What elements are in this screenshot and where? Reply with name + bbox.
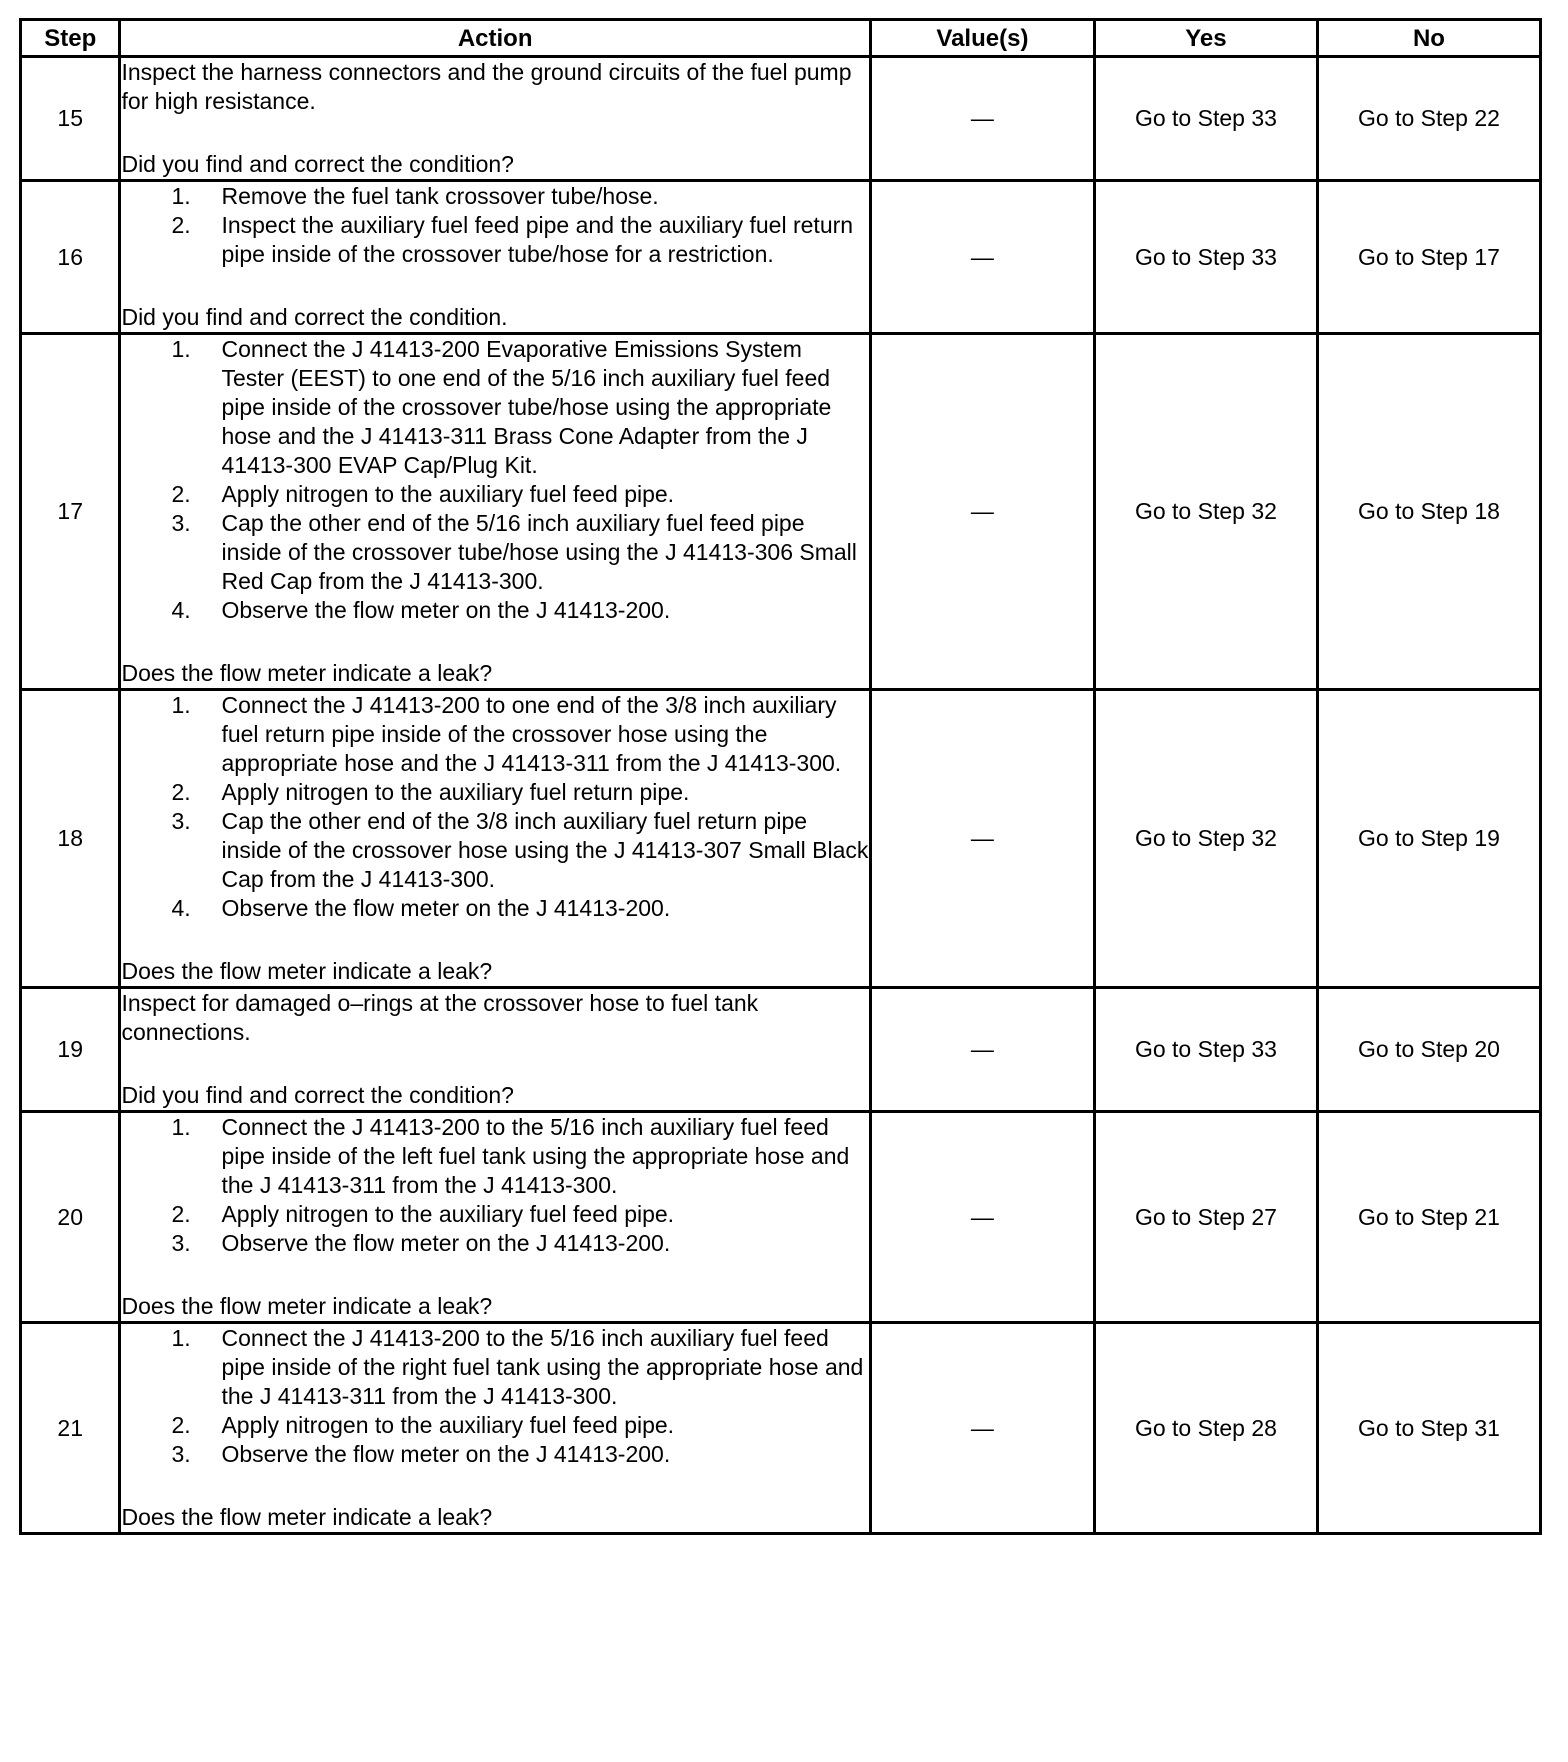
table-row: [21, 988, 1541, 1112]
list-item: [121, 1324, 868, 1411]
list-item: [121, 211, 868, 269]
list-item-text: Connect the J 41413-200 to one end of the 3/8 inch auxiliary fuel return pipe inside of the crossover hose using the appropriate hose and the J 41413-311 from the J 41413-300.: [221, 692, 842, 776]
header-values: Value(s): [870, 20, 1094, 57]
list-item-number: 3.: [171, 510, 191, 536]
table-row: [21, 57, 1541, 181]
value-cell: —: [870, 690, 1094, 988]
list-item: [121, 691, 868, 778]
list-item-text: Remove the fuel tank crossover tube/hose.: [221, 183, 659, 209]
value-cell: —: [870, 1323, 1094, 1534]
value-cell: —: [870, 1112, 1094, 1323]
list-item-number: 2.: [171, 481, 191, 507]
table-row: [21, 1112, 1541, 1323]
list-item-text: Connect the J 41413-200 to the 5/16 inch auxiliary fuel feed pipe inside of the right fuel tank using the appropriate hose and the J 41413-311 from the J 41413-300.: [221, 1325, 864, 1409]
value-cell: —: [870, 181, 1094, 334]
table-row: [21, 1323, 1541, 1534]
list-item: [121, 509, 868, 596]
list-item: [121, 1229, 868, 1258]
list-item-text: Apply nitrogen to the auxiliary fuel feed pipe.: [221, 1201, 675, 1227]
header-action: Action: [120, 20, 870, 57]
list-item-number: 1.: [171, 692, 191, 718]
list-item: [121, 335, 868, 480]
step-number: 19: [21, 988, 120, 1112]
list-item-number: 1.: [171, 1114, 191, 1140]
step-number: 16: [21, 181, 120, 334]
diagnostic-table: [19, 18, 1542, 1535]
action-question: Does the flow meter indicate a leak?: [121, 1293, 493, 1319]
list-item-number: 3.: [171, 1230, 191, 1256]
table-row: [21, 334, 1541, 690]
list-item: [121, 480, 868, 509]
list-item-number: 2.: [171, 1412, 191, 1438]
list-item: [121, 1200, 868, 1229]
list-item-number: 3.: [171, 1441, 191, 1467]
step-number: 15: [21, 57, 120, 181]
value-cell: —: [870, 334, 1094, 690]
list-item-number: 4.: [171, 597, 191, 623]
list-item-number: 4.: [171, 895, 191, 921]
action-cell: [120, 57, 870, 181]
no-result: Go to Step 20: [1317, 988, 1540, 1112]
list-item-text: Observe the flow meter on the J 41413-200.: [221, 1441, 671, 1467]
yes-result: Go to Step 32: [1094, 334, 1317, 690]
list-item-text: Apply nitrogen to the auxiliary fuel feed pipe.: [221, 1412, 675, 1438]
action-steps-list: [121, 1113, 868, 1258]
action-question: Does the flow meter indicate a leak?: [121, 660, 493, 686]
list-item: [121, 894, 868, 923]
header-row: [21, 20, 1541, 57]
action-steps-list: [121, 1324, 868, 1469]
list-item-text: Cap the other end of the 5/16 inch auxiliary fuel feed pipe inside of the crossover tube/hose using the J 41413-306 Small Red Cap from the J 41413-300.: [221, 510, 857, 594]
value-cell: —: [870, 988, 1094, 1112]
yes-result: Go to Step 28: [1094, 1323, 1317, 1534]
no-result: Go to Step 18: [1317, 334, 1540, 690]
action-cell: [120, 690, 870, 988]
action-intro: Inspect the harness connectors and the ground circuits of the fuel pump for high resistance.: [121, 59, 852, 114]
yes-result: Go to Step 33: [1094, 988, 1317, 1112]
action-steps-list: [121, 691, 868, 923]
list-item-number: 3.: [171, 808, 191, 834]
list-item-text: Observe the flow meter on the J 41413-200.: [221, 597, 671, 623]
table-row: [21, 181, 1541, 334]
step-number: 17: [21, 334, 120, 690]
list-item-number: 2.: [171, 779, 191, 805]
no-result: Go to Step 21: [1317, 1112, 1540, 1323]
action-cell: [120, 181, 870, 334]
list-item-number: 1.: [171, 1325, 191, 1351]
header-yes: Yes: [1094, 20, 1317, 57]
no-result: Go to Step 31: [1317, 1323, 1540, 1534]
step-number: 21: [21, 1323, 120, 1534]
list-item-text: Observe the flow meter on the J 41413-200.: [221, 895, 671, 921]
list-item: [121, 807, 868, 894]
list-item: [121, 778, 868, 807]
value-cell: —: [870, 57, 1094, 181]
step-number: 20: [21, 1112, 120, 1323]
action-steps-list: [121, 182, 868, 269]
list-item-text: Connect the J 41413-200 to the 5/16 inch auxiliary fuel feed pipe inside of the left fuel tank using the appropriate hose and the J 41413-311 from the J 41413-300.: [221, 1114, 850, 1198]
step-number: 18: [21, 690, 120, 988]
header-step: Step: [21, 20, 120, 57]
action-cell: [120, 988, 870, 1112]
yes-result: Go to Step 27: [1094, 1112, 1317, 1323]
action-cell: [120, 334, 870, 690]
list-item-number: 1.: [171, 336, 191, 362]
list-item-text: Cap the other end of the 3/8 inch auxiliary fuel return pipe inside of the crossover hose using the J 41413-307 Small Black Cap from the J 41413-300.: [221, 808, 869, 892]
list-item: [121, 1440, 868, 1469]
action-question: Did you find and correct the condition?: [121, 1082, 514, 1108]
list-item-text: Observe the flow meter on the J 41413-200.: [221, 1230, 671, 1256]
action-question: Did you find and correct the condition.: [121, 304, 508, 330]
list-item: [121, 1411, 868, 1440]
action-question: Does the flow meter indicate a leak?: [121, 958, 493, 984]
list-item: [121, 596, 868, 625]
action-steps-list: [121, 335, 868, 625]
yes-result: Go to Step 32: [1094, 690, 1317, 988]
header-no: No: [1317, 20, 1540, 57]
list-item-number: 2.: [171, 212, 191, 238]
yes-result: Go to Step 33: [1094, 181, 1317, 334]
action-cell: [120, 1323, 870, 1534]
list-item: [121, 182, 868, 211]
list-item-number: 2.: [171, 1201, 191, 1227]
no-result: Go to Step 17: [1317, 181, 1540, 334]
yes-result: Go to Step 33: [1094, 57, 1317, 181]
list-item-text: Apply nitrogen to the auxiliary fuel feed pipe.: [221, 481, 675, 507]
table-row: [21, 690, 1541, 988]
no-result: Go to Step 19: [1317, 690, 1540, 988]
action-question: Does the flow meter indicate a leak?: [121, 1504, 493, 1530]
action-question: Did you find and correct the condition?: [121, 151, 514, 177]
list-item-text: Apply nitrogen to the auxiliary fuel return pipe.: [221, 779, 690, 805]
list-item-number: 1.: [171, 183, 191, 209]
no-result: Go to Step 22: [1317, 57, 1540, 181]
list-item: [121, 1113, 868, 1200]
table-body: [21, 57, 1541, 1534]
action-cell: [120, 1112, 870, 1323]
action-intro: Inspect for damaged o–rings at the crossover hose to fuel tank connections.: [121, 990, 759, 1045]
list-item-text: Inspect the auxiliary fuel feed pipe and the auxiliary fuel return pipe inside of the crossover tube/hose for a restriction.: [221, 212, 854, 267]
list-item-text: Connect the J 41413-200 Evaporative Emissions System Tester (EEST) to one end of the 5/16 inch auxiliary fuel feed pipe inside of the crossover tube/hose using the appropriate hose and the J 41413-311 Brass Cone Adapter from the J 41413-300 EVAP Cap/Plug Kit.: [221, 336, 832, 478]
